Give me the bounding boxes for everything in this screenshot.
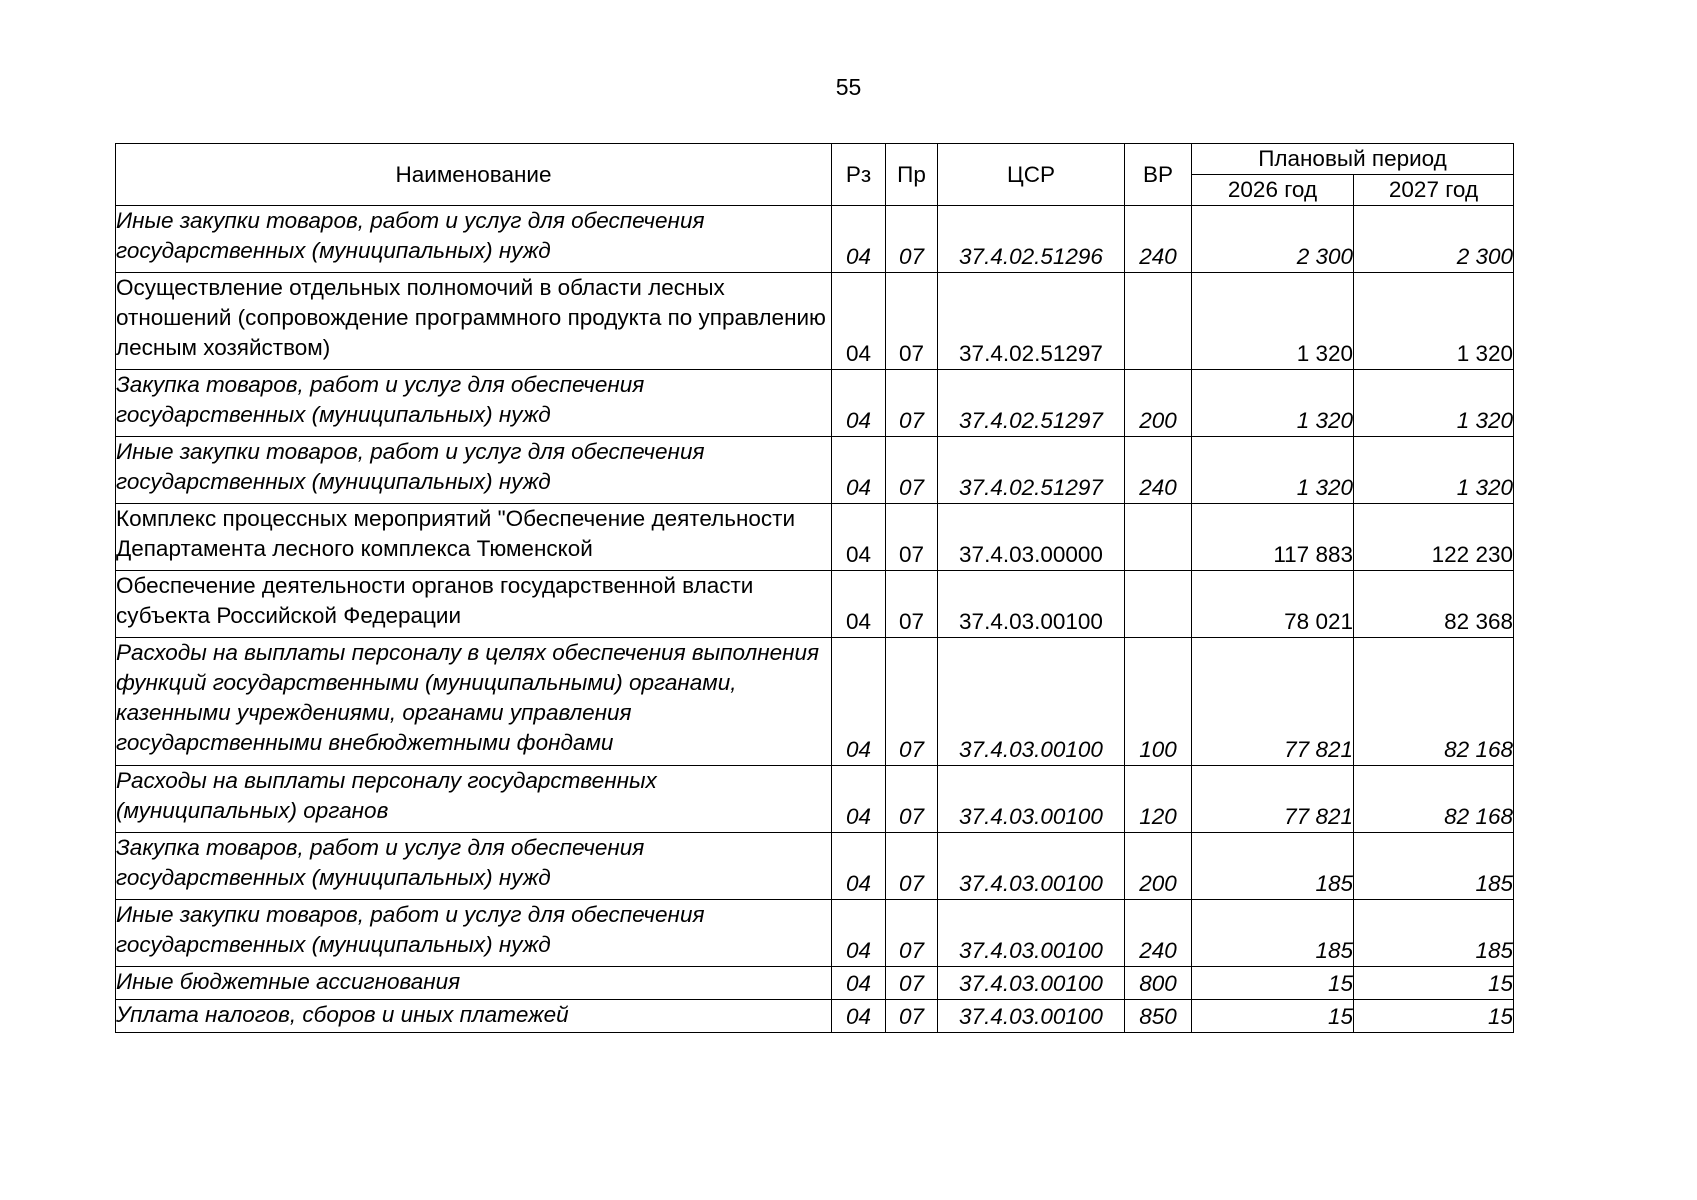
row-2027: 185 [1354, 833, 1514, 900]
row-rz: 04 [832, 437, 886, 504]
table-row [116, 206, 1514, 273]
row-vr [1125, 273, 1192, 370]
row-2027: 1 320 [1354, 370, 1514, 437]
row-csr: 37.4.02.51297 [938, 370, 1125, 437]
row-vr: 200 [1125, 370, 1192, 437]
header-year-2027: 2027 год [1354, 175, 1514, 206]
row-csr: 37.4.03.00100 [938, 766, 1125, 833]
row-2027: 122 230 [1354, 504, 1514, 571]
row-2026: 1 320 [1192, 273, 1354, 370]
row-2027: 82 168 [1354, 638, 1514, 766]
row-vr [1125, 571, 1192, 638]
table-row [116, 766, 1514, 833]
row-name: Закупка товаров, работ и услуг для обеспечения государственных (муниципальных) нужд [116, 370, 832, 437]
row-rz: 04 [832, 571, 886, 638]
row-pr: 07 [886, 571, 938, 638]
row-pr: 07 [886, 900, 938, 967]
row-csr: 37.4.02.51297 [938, 273, 1125, 370]
row-vr: 240 [1125, 206, 1192, 273]
row-name: Расходы на выплаты персоналу в целях обеспечения выполнения функций государственными (муниципальными) органами, казенными учреждениями, органами управления государственными внебюджетными фондами [116, 638, 832, 766]
table-row [116, 833, 1514, 900]
header-pr: Пр [886, 144, 938, 206]
table-row [116, 1000, 1514, 1033]
table-row [116, 571, 1514, 638]
table-row [116, 638, 1514, 766]
row-vr: 240 [1125, 900, 1192, 967]
row-2026: 77 821 [1192, 766, 1354, 833]
row-name: Иные бюджетные ассигнования [116, 967, 832, 1000]
row-rz: 04 [832, 967, 886, 1000]
row-csr: 37.4.03.00000 [938, 504, 1125, 571]
row-pr: 07 [886, 206, 938, 273]
row-pr: 07 [886, 833, 938, 900]
row-2026: 78 021 [1192, 571, 1354, 638]
row-rz: 04 [832, 206, 886, 273]
row-rz: 04 [832, 273, 886, 370]
row-csr: 37.4.03.00100 [938, 571, 1125, 638]
row-rz: 04 [832, 766, 886, 833]
row-csr: 37.4.03.00100 [938, 638, 1125, 766]
row-2026: 185 [1192, 833, 1354, 900]
row-2026: 1 320 [1192, 370, 1354, 437]
row-name: Обеспечение деятельности органов государственной власти субъекта Российской Федерации [116, 571, 832, 638]
table-row [116, 967, 1514, 1000]
row-pr: 07 [886, 638, 938, 766]
row-2026: 1 320 [1192, 437, 1354, 504]
row-vr: 850 [1125, 1000, 1192, 1033]
row-name: Иные закупки товаров, работ и услуг для обеспечения государственных (муниципальных) нужд [116, 437, 832, 504]
row-name: Закупка товаров, работ и услуг для обеспечения государственных (муниципальных) нужд [116, 833, 832, 900]
row-pr: 07 [886, 273, 938, 370]
row-2027: 1 320 [1354, 273, 1514, 370]
row-rz: 04 [832, 900, 886, 967]
table-row [116, 370, 1514, 437]
page-number: 55 [835, 74, 862, 100]
row-pr: 07 [886, 1000, 938, 1033]
table-row [116, 273, 1514, 370]
row-2026: 2 300 [1192, 206, 1354, 273]
row-name: Иные закупки товаров, работ и услуг для обеспечения государственных (муниципальных) нужд [116, 900, 832, 967]
row-2026: 15 [1192, 967, 1354, 1000]
row-pr: 07 [886, 370, 938, 437]
row-name: Иные закупки товаров, работ и услуг для обеспечения государственных (муниципальных) нужд [116, 206, 832, 273]
table-row [116, 504, 1514, 571]
table-header-row [116, 144, 1514, 175]
header-vr: ВР [1125, 144, 1192, 206]
table-row [116, 437, 1514, 504]
row-csr: 37.4.02.51297 [938, 437, 1125, 504]
row-2027: 82 168 [1354, 766, 1514, 833]
header-plan-period: Плановый период [1192, 144, 1514, 175]
row-vr: 800 [1125, 967, 1192, 1000]
header-rz: Рз [832, 144, 886, 206]
row-pr: 07 [886, 967, 938, 1000]
row-csr: 37.4.03.00100 [938, 900, 1125, 967]
row-2027: 15 [1354, 967, 1514, 1000]
row-name: Уплата налогов, сборов и иных платежей [116, 1000, 832, 1033]
row-csr: 37.4.03.00100 [938, 833, 1125, 900]
header-name: Наименование [116, 144, 832, 206]
budget-table [115, 143, 1514, 1033]
row-2027: 1 320 [1354, 437, 1514, 504]
row-2027: 15 [1354, 1000, 1514, 1033]
row-2026: 185 [1192, 900, 1354, 967]
row-vr [1125, 504, 1192, 571]
row-2027: 2 300 [1354, 206, 1514, 273]
row-pr: 07 [886, 437, 938, 504]
row-vr: 100 [1125, 638, 1192, 766]
row-2027: 185 [1354, 900, 1514, 967]
row-csr: 37.4.03.00100 [938, 967, 1125, 1000]
row-rz: 04 [832, 1000, 886, 1033]
row-name: Осуществление отдельных полномочий в области лесных отношений (сопровождение программного продукта по управлению лесным хозяйством) [116, 273, 832, 370]
header-csr: ЦСР [938, 144, 1125, 206]
row-pr: 07 [886, 504, 938, 571]
header-year-2026: 2026 год [1192, 175, 1354, 206]
row-2026: 15 [1192, 1000, 1354, 1033]
row-2026: 77 821 [1192, 638, 1354, 766]
row-rz: 04 [832, 370, 886, 437]
row-2027: 82 368 [1354, 571, 1514, 638]
row-vr: 120 [1125, 766, 1192, 833]
row-name: Комплекс процессных мероприятий "Обеспечение деятельности Департамента лесного комплекса Тюменской [116, 504, 832, 571]
row-vr: 200 [1125, 833, 1192, 900]
row-rz: 04 [832, 504, 886, 571]
table-row [116, 900, 1514, 967]
row-pr: 07 [886, 766, 938, 833]
row-2026: 117 883 [1192, 504, 1354, 571]
row-rz: 04 [832, 833, 886, 900]
row-vr: 240 [1125, 437, 1192, 504]
row-csr: 37.4.03.00100 [938, 1000, 1125, 1033]
row-name: Расходы на выплаты персоналу государственных (муниципальных) органов [116, 766, 832, 833]
row-csr: 37.4.02.51296 [938, 206, 1125, 273]
row-rz: 04 [832, 638, 886, 766]
